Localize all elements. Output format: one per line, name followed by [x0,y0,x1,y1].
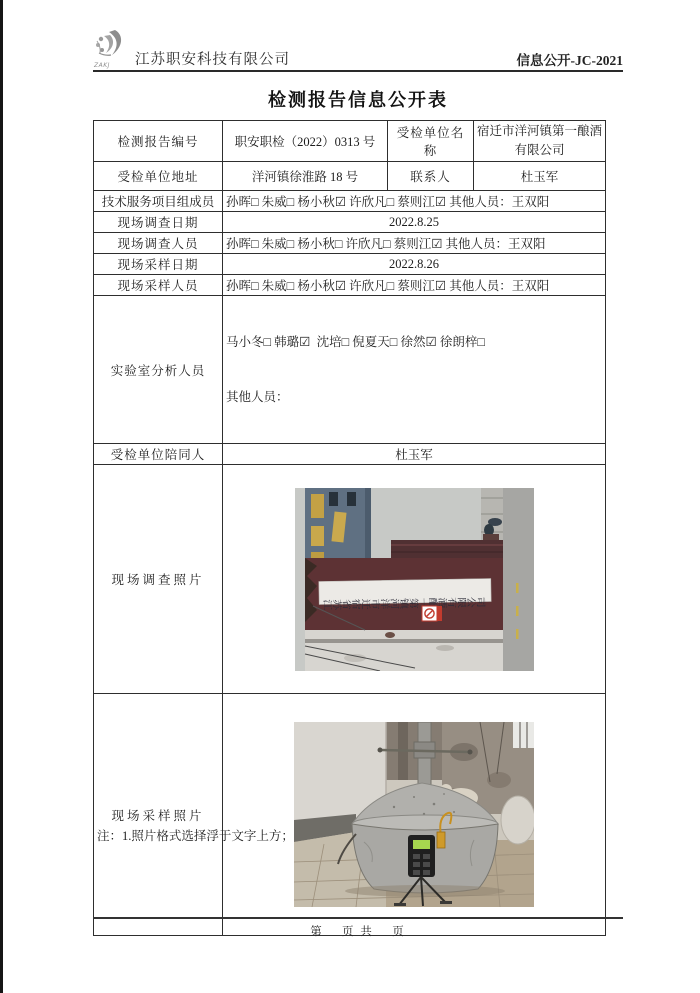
row-survey-date [94,212,606,233]
row-escort [94,444,606,465]
lab-staff-line2: 其他人员： [226,389,289,404]
escort-label: 受检单位陪同人 [94,444,223,465]
doc-code: 信息公开-JC-2021 [516,52,623,68]
lower-wall [305,630,503,671]
survey-photo [295,488,534,671]
company-name: 江苏职安科技有限公司 [135,51,290,68]
row-report-no [94,121,606,162]
device-screen [413,840,430,849]
sampling-photo [294,722,534,907]
report-no-label: 检测报告编号 [94,121,223,162]
report-no-value: 职安职检（2022）0313 号 [223,121,388,162]
row-sampling-photo [94,694,606,936]
tech-team-label: 技术服务项目组成员 [94,191,223,212]
window [513,722,534,748]
row-survey-photo [94,465,606,694]
page-footer [93,917,623,939]
row-lab-staff [94,296,606,444]
sampling-staff-members: 孙晖□ 朱威□ 杨小秋☑ 许欣凡□ 蔡则江☑ 其他人员：王双阳 [223,275,606,296]
survey-staff-members: 孙晖□ 朱威□ 杨小秋□ 许欣凡□ 蔡则江☑ 其他人员：王双阳 [223,233,606,254]
row-sampling-staff [94,275,606,296]
survey-photo-cell [223,465,606,694]
no-smoking-sign [422,606,442,621]
white-sack [501,796,534,844]
tech-team-members: 孙晖□ 朱威□ 杨小秋☑ 许欣凡□ 蔡则江☑ 其他人员：王双阳 [223,191,606,212]
sampling-photo-cell [223,694,606,936]
org-addr-value: 洋河镇徐淮路 18 号 [223,162,388,191]
document-header [93,30,623,72]
escort-value: 杜玉军 [223,444,606,465]
row-tech-team [94,191,606,212]
footnote: 注：1.照片格式选择浮于文字上方； [97,829,294,843]
sampling-photo-label: 现场采样照片 [94,694,223,936]
lab-staff-line1: 马小冬□ 韩璐☑ 沈培□ 倪夏天□ 徐然☑ 徐朗梓□ [226,335,485,350]
survey-staff-label: 现场调查人员 [94,233,223,254]
lab-staff-members [223,296,606,444]
gate-roof [391,540,503,561]
page-number-text: 第 页 共 页 [310,926,406,938]
header-left [93,29,290,67]
company-logo [93,29,133,67]
info-table [93,120,606,936]
row-survey-staff [94,233,606,254]
sampling-date-value: 2022.8.26 [223,254,606,275]
contact-value: 杜玉军 [474,162,606,191]
survey-date-label: 现场调查日期 [94,212,223,233]
gold-sign [311,494,324,518]
logo-subtext: ZAKJ [94,62,110,69]
air-sampler-device [408,835,435,877]
org-name-label: 受检单位名称 [388,121,474,162]
sampling-date-label: 现场采样日期 [94,254,223,275]
page-title: 检测报告信息公开表 [268,90,448,110]
scan-edge [0,0,3,993]
sampling-staff-label: 现场采样人员 [94,275,223,296]
org-addr-label: 受检单位地址 [94,162,223,191]
row-org-addr [94,162,606,191]
road [499,488,534,671]
gate-banner [318,578,490,609]
row-sampling-date [94,254,606,275]
contact-label: 联系人 [388,162,474,191]
lab-staff-label: 实验室分析人员 [94,296,223,444]
survey-date-value: 2022.8.25 [223,212,606,233]
gate-banner-text: 江苏省宿迁市洋河镇第一酿酒有限公司 [320,596,487,610]
survey-photo-label: 现场调查照片 [94,465,223,694]
org-name-value: 宿迁市洋河镇第一酿酒有限公司 [474,121,606,162]
